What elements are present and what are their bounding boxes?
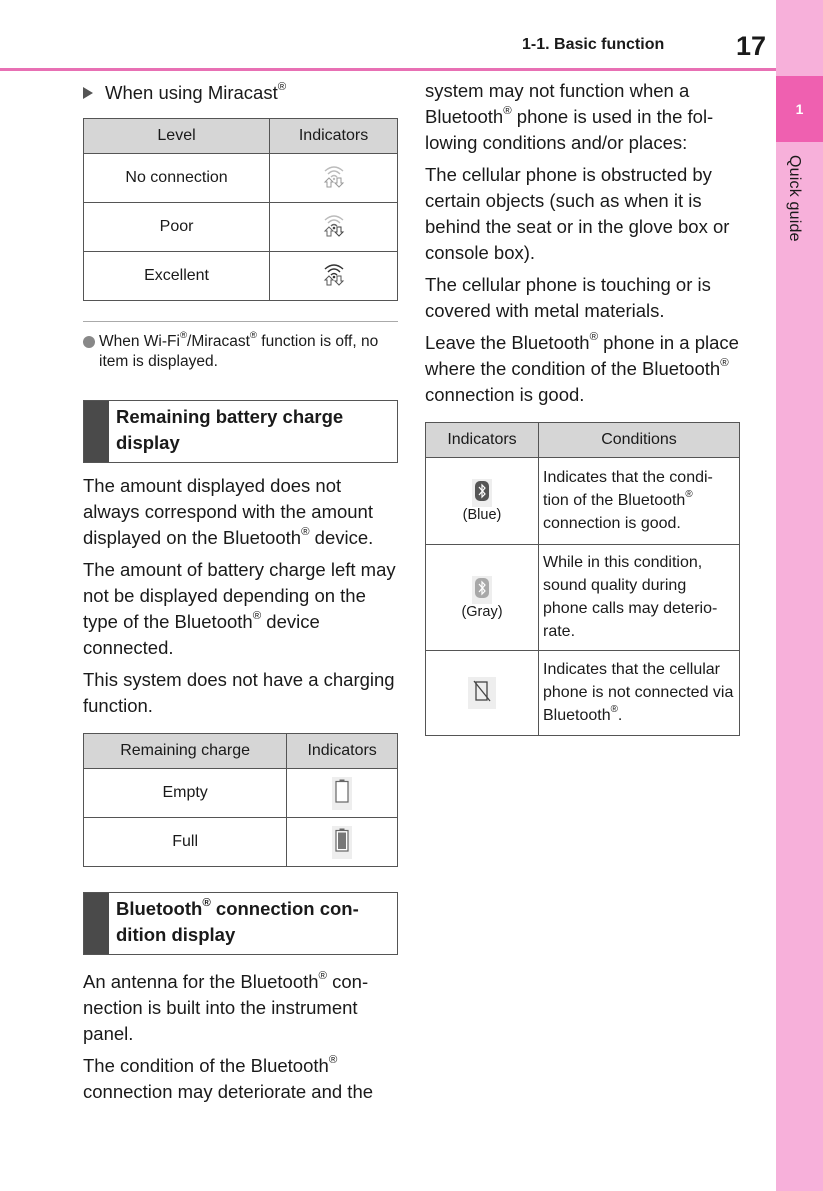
wifi-signal-poor-icon	[322, 212, 346, 238]
triangle-bullet-icon	[83, 87, 93, 99]
table-row: Excellent	[84, 252, 398, 301]
table-row: Poor	[84, 203, 398, 252]
paragraph: The cellular phone is obstructed by certain objects (such as when it is behind the seat or in the glove box or console box).	[425, 164, 730, 263]
paragraph: An antenna for the Bluetooth® con-nection is built into the instrument panel.	[83, 970, 369, 1044]
battery-section-heading: Remaining battery charge display	[83, 400, 398, 463]
paragraph: The amount of battery charge left may not be displayed depending on the type of the Bluetooth® device connected.	[83, 559, 396, 658]
paragraph: The cellular phone is touching or is covered with metal materials.	[425, 274, 711, 321]
miracast-table	[83, 118, 398, 301]
col-header-level: Level	[84, 119, 270, 154]
bluetooth-gray-icon	[472, 576, 492, 604]
col-header-indicators: Indicators	[287, 734, 398, 769]
chapter-label: Quick guide	[786, 155, 803, 242]
header-rule	[0, 68, 776, 71]
bluetooth-section-heading: Bluetooth® connection con-dition display	[83, 892, 398, 955]
paragraph: The amount displayed does not always correspond with the amount displayed on the Bluetooth® device.	[83, 475, 374, 548]
table-row: (Gray) While in this condition, sound quality during phone calls may deterio-rate.	[426, 545, 740, 651]
right-column	[425, 78, 740, 736]
col-header-conditions: Conditions	[539, 423, 740, 458]
paragraph: The condition of the Bluetooth® connection may deteriorate and the	[83, 1054, 374, 1102]
battery-table	[83, 733, 398, 867]
col-header-indicators: Indicators	[426, 423, 539, 458]
note: When Wi-Fi®/Miracast® function is off, no item is displayed.	[83, 332, 398, 372]
paragraph: Leave the Bluetooth® phone in a place where the condition of the Bluetooth® connection is good.	[425, 331, 739, 405]
paragraph: This system does not have a charging function.	[83, 669, 395, 716]
wifi-signal-none-icon	[322, 163, 346, 189]
wifi-signal-excellent-icon	[322, 261, 346, 287]
phone-not-connected-icon	[468, 677, 496, 709]
table-row: Indicates that the cellular phone is not connected via Bluetooth®.	[426, 651, 740, 736]
bullet-dot-icon	[83, 336, 95, 348]
left-column	[83, 82, 398, 1111]
divider	[83, 321, 398, 322]
miracast-heading: When using Miracast®	[83, 82, 398, 104]
bluetooth-blue-icon	[472, 479, 492, 507]
table-row: Empty	[84, 769, 398, 818]
page-number: 17	[736, 31, 767, 61]
table-row: (Blue) Indicates that the condi-tion of the Bluetooth® connection is good.	[426, 458, 740, 545]
battery-empty-icon	[332, 777, 352, 810]
paragraph: system may not function when a Bluetooth® phone is used in the fol-lowing conditions and/or places:	[425, 80, 714, 153]
bluetooth-condition-table	[425, 422, 740, 736]
table-row: Full	[84, 818, 398, 867]
section-title: 1-1. Basic function	[522, 36, 665, 53]
col-header-indicators: Indicators	[270, 119, 398, 154]
chapter-number-tab[interactable]: 1	[776, 76, 823, 142]
table-row: No connection	[84, 154, 398, 203]
col-header-remaining-charge: Remaining charge	[84, 734, 287, 769]
battery-full-icon	[332, 826, 352, 859]
